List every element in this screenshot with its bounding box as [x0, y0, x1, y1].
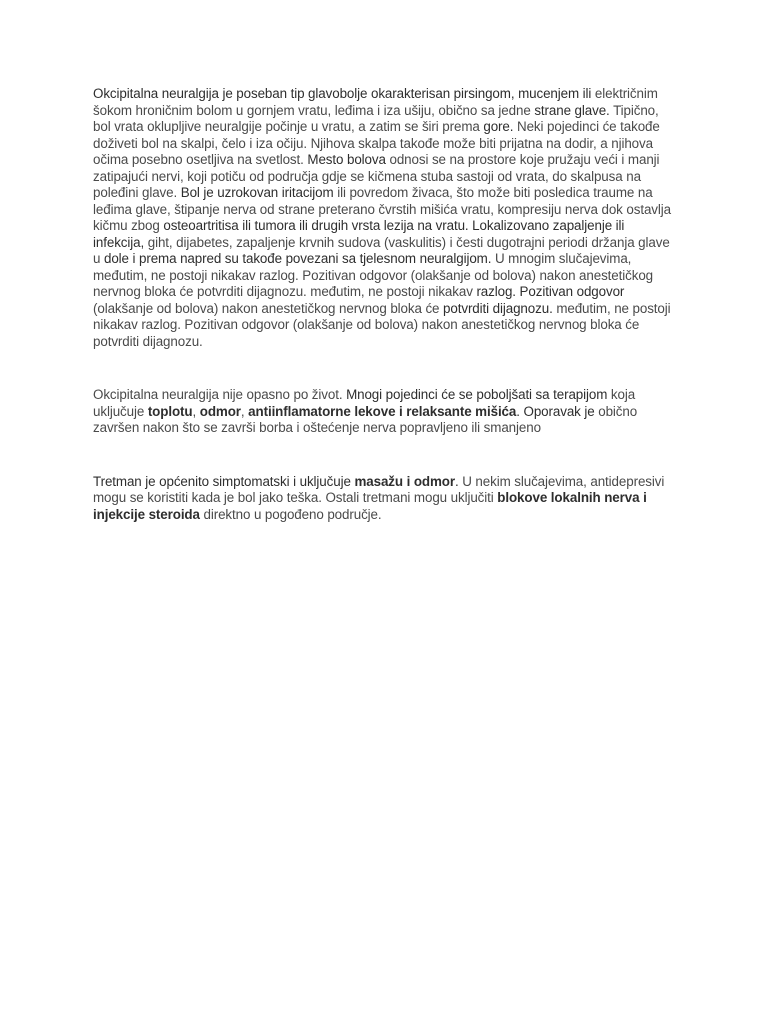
text-segment: električnim šokom hroničnim bolom u gornjem vratu, leđima i iza ušiju, obično sa jedne: [93, 86, 658, 118]
text-segment: Tretman je općenito simptomatski i uključuje: [93, 473, 355, 489]
text-segment: strane glave.: [534, 102, 614, 118]
text-segment: Tipično, bol vrata oklupljive neuralgije počinje u vratu, a zatim se širi prema: [93, 102, 659, 134]
text-segment: odnosi se na prostore koje pružaju veći i manji zatipajući nervi, koji potiču od područja gdje se kičmena stuba sastoji od vrata, do skalpusa na poleđini glave.: [93, 152, 660, 200]
text-segment: gore.: [483, 119, 517, 134]
text-segment: ,: [240, 403, 249, 419]
text-segment: ,: [192, 403, 200, 419]
text-segment: Okcipitalna neuralgija je poseban tip glavobolje okarakterisan pirsingom, mucenjem ili: [93, 86, 595, 101]
text-segment: međutim, ne postoji nikakav razlog. Pozitivan odgovor (olakšanje od bolova) nakon anestetičkog nervnog bloka će potvrditi dijagnozu.: [93, 300, 671, 349]
paragraph-2: [93, 387, 673, 437]
text-segment: Okcipitalna neuralgija nije opasno po život.: [93, 387, 347, 402]
paragraph-1: [93, 86, 673, 350]
document-body: [93, 86, 673, 523]
text-segment: osteoartritisa ili tumora ili drugih vrsta lezija na vratu. Lokalizovano zapaljenje ili infekcija,: [93, 218, 625, 250]
bold-text-segment: toplotu: [147, 403, 193, 419]
text-segment: giht, dijabetes, zapaljenje krvnih sudova (vaskulitis) i česti dugotrajni periodi držanja glave u: [93, 234, 670, 266]
text-segment: koja uključuje: [93, 387, 636, 419]
text-segment: (olakšanje od bolova) nakon anestetičkog nervnog bloka će: [93, 300, 444, 316]
bold-text-segment: blokove lokalnih nerva i injekcije steroida: [93, 490, 647, 522]
bold-text-segment: masažu i odmor: [354, 473, 455, 489]
text-segment: Neki pojedinci će takođe doživeti bol na skalpi, čelo i iza očiju. Njihova skalpa takođe može biti prijatna na dodir, a njihova očima posebno osetljiva na svetlost.: [93, 119, 660, 167]
text-segment: U nekim slučajevima, antidepresivi mogu se koristiti kada je bol jako teška. Ostali tretmani mogu uključiti: [93, 473, 665, 505]
text-segment: U mnogim slučajevima, međutim, ne postoji nikakav razlog. Pozitivan odgovor (olakšanje od bolova) nakon anestetičkog nervnog bloka će potvrditi dijagnozu. međutim, ne postoji nikakav: [93, 251, 654, 299]
text-segment: Bol je uzrokovan iritacijom: [180, 185, 338, 200]
text-segment: ili povredom živaca, što može biti posledica traume na leđima glave, štipanje nerva od strane preterano čvrstih mišića vratu, kompresiju nerva dok ostavlja kičmu zbog: [93, 185, 671, 233]
text-segment: Mesto bolova: [307, 152, 390, 167]
text-segment: . Oporavak je: [516, 403, 599, 419]
text-segment: dole i prema napred su takođe povezani sa tjelesnom neuralgijom.: [103, 251, 495, 266]
text-segment: potvrditi dijagnozu.: [443, 300, 557, 316]
paragraph-3: [93, 474, 673, 524]
text-segment: .: [454, 473, 463, 489]
bold-text-segment: odmor: [199, 403, 241, 419]
text-segment: razlog. Pozitivan odgovor: [476, 284, 625, 299]
text-segment: Mnogi pojedinci će se poboljšati sa terapijom: [346, 387, 611, 402]
text-segment: obično završen nakon što se završi borba i oštećenje nerva popravljeno ili smanjeno: [93, 403, 638, 435]
bold-text-segment: antiinflamatorne lekove i relaksante mišića: [248, 403, 517, 419]
text-segment: direktno u pogođeno područje.: [199, 506, 382, 522]
